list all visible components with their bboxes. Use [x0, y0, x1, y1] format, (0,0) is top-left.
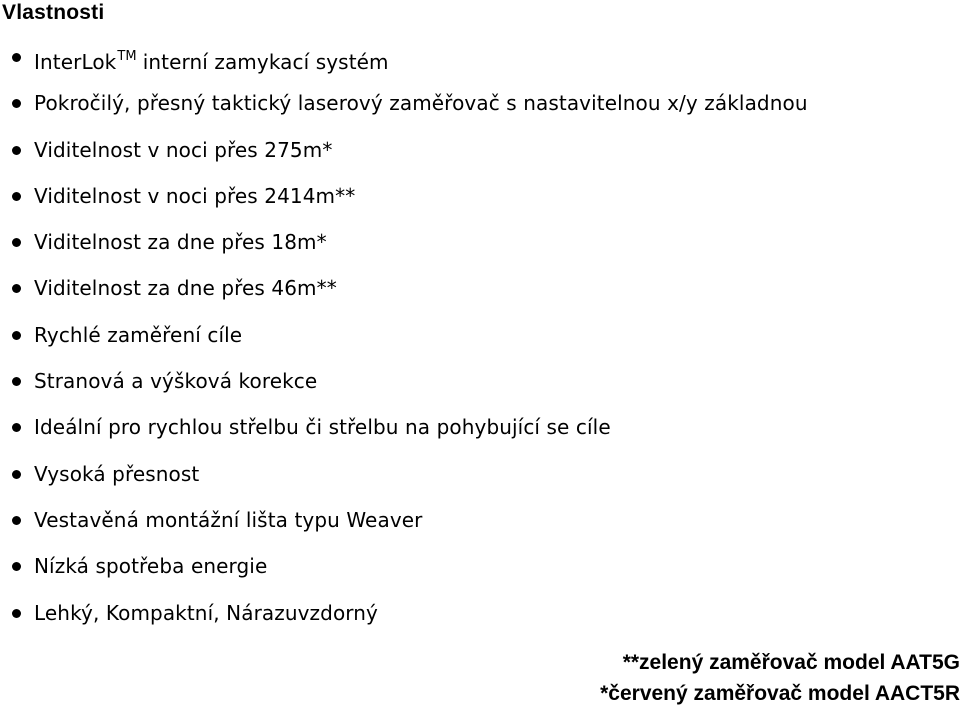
list-item-text: Viditelnost v noci přes 275m* — [34, 137, 333, 162]
bullet-icon — [12, 423, 21, 432]
trademark-mark: TM — [117, 49, 137, 64]
bullet-icon — [12, 331, 21, 340]
list-item — [0, 503, 808, 549]
list-item — [0, 225, 808, 271]
list-item — [0, 318, 808, 364]
bullet-icon — [12, 146, 21, 155]
bullet-icon — [12, 609, 21, 618]
list-item — [0, 596, 808, 642]
list-item-text: Stranová a výšková korekce — [34, 369, 318, 394]
list-item — [0, 133, 808, 179]
list-item-text: interní zamykací systém — [142, 50, 389, 74]
list-item-text: Viditelnost za dne přes 18m* — [34, 230, 327, 255]
list-item-text: Rychlé zaměření cíle — [34, 322, 243, 347]
bullet-icon — [12, 284, 21, 293]
footnote-red-model: *červený zaměřovač model AACT5R — [600, 682, 960, 705]
page-title: Vlastnosti — [2, 1, 105, 24]
bullet-icon — [12, 99, 21, 108]
bullet-icon — [12, 562, 21, 571]
footnote-green-model: **zelený zaměřovač model AAT5G — [622, 651, 960, 674]
list-item-text: Viditelnost za dne přes 46m** — [34, 276, 337, 301]
bullet-icon — [12, 516, 21, 525]
list-item-text: Vestavěná montážní lišta typu Weaver — [34, 507, 423, 532]
bullet-icon — [12, 377, 21, 386]
feature-list — [0, 40, 808, 642]
list-item — [0, 179, 808, 225]
brand-name: InterLok — [34, 50, 117, 74]
list-item — [0, 40, 808, 86]
list-item — [0, 364, 808, 410]
footnotes — [600, 647, 960, 709]
list-item-text: Lehký, Kompaktní, Nárazuvzdorný — [34, 600, 378, 625]
bullet-icon — [12, 470, 21, 479]
list-item-text: Pokročilý, přesný taktický laserový zaměřovač s nastavitelnou x/y základnou — [34, 91, 808, 116]
list-item-text: Viditelnost v noci přes 2414m** — [34, 183, 356, 208]
bullet-icon — [12, 238, 21, 247]
bullet-icon — [12, 192, 21, 201]
list-item — [0, 457, 808, 503]
list-item — [0, 549, 808, 595]
list-item-text: Nízká spotřeba energie — [34, 554, 268, 579]
list-item — [0, 86, 808, 132]
list-item — [0, 410, 808, 456]
list-item — [0, 271, 808, 317]
list-item-text: Ideální pro rychlou střelbu či střelbu na pohybující se cíle — [34, 415, 611, 440]
list-item-text: Vysoká přesnost — [34, 461, 200, 486]
bullet-icon — [12, 53, 21, 62]
